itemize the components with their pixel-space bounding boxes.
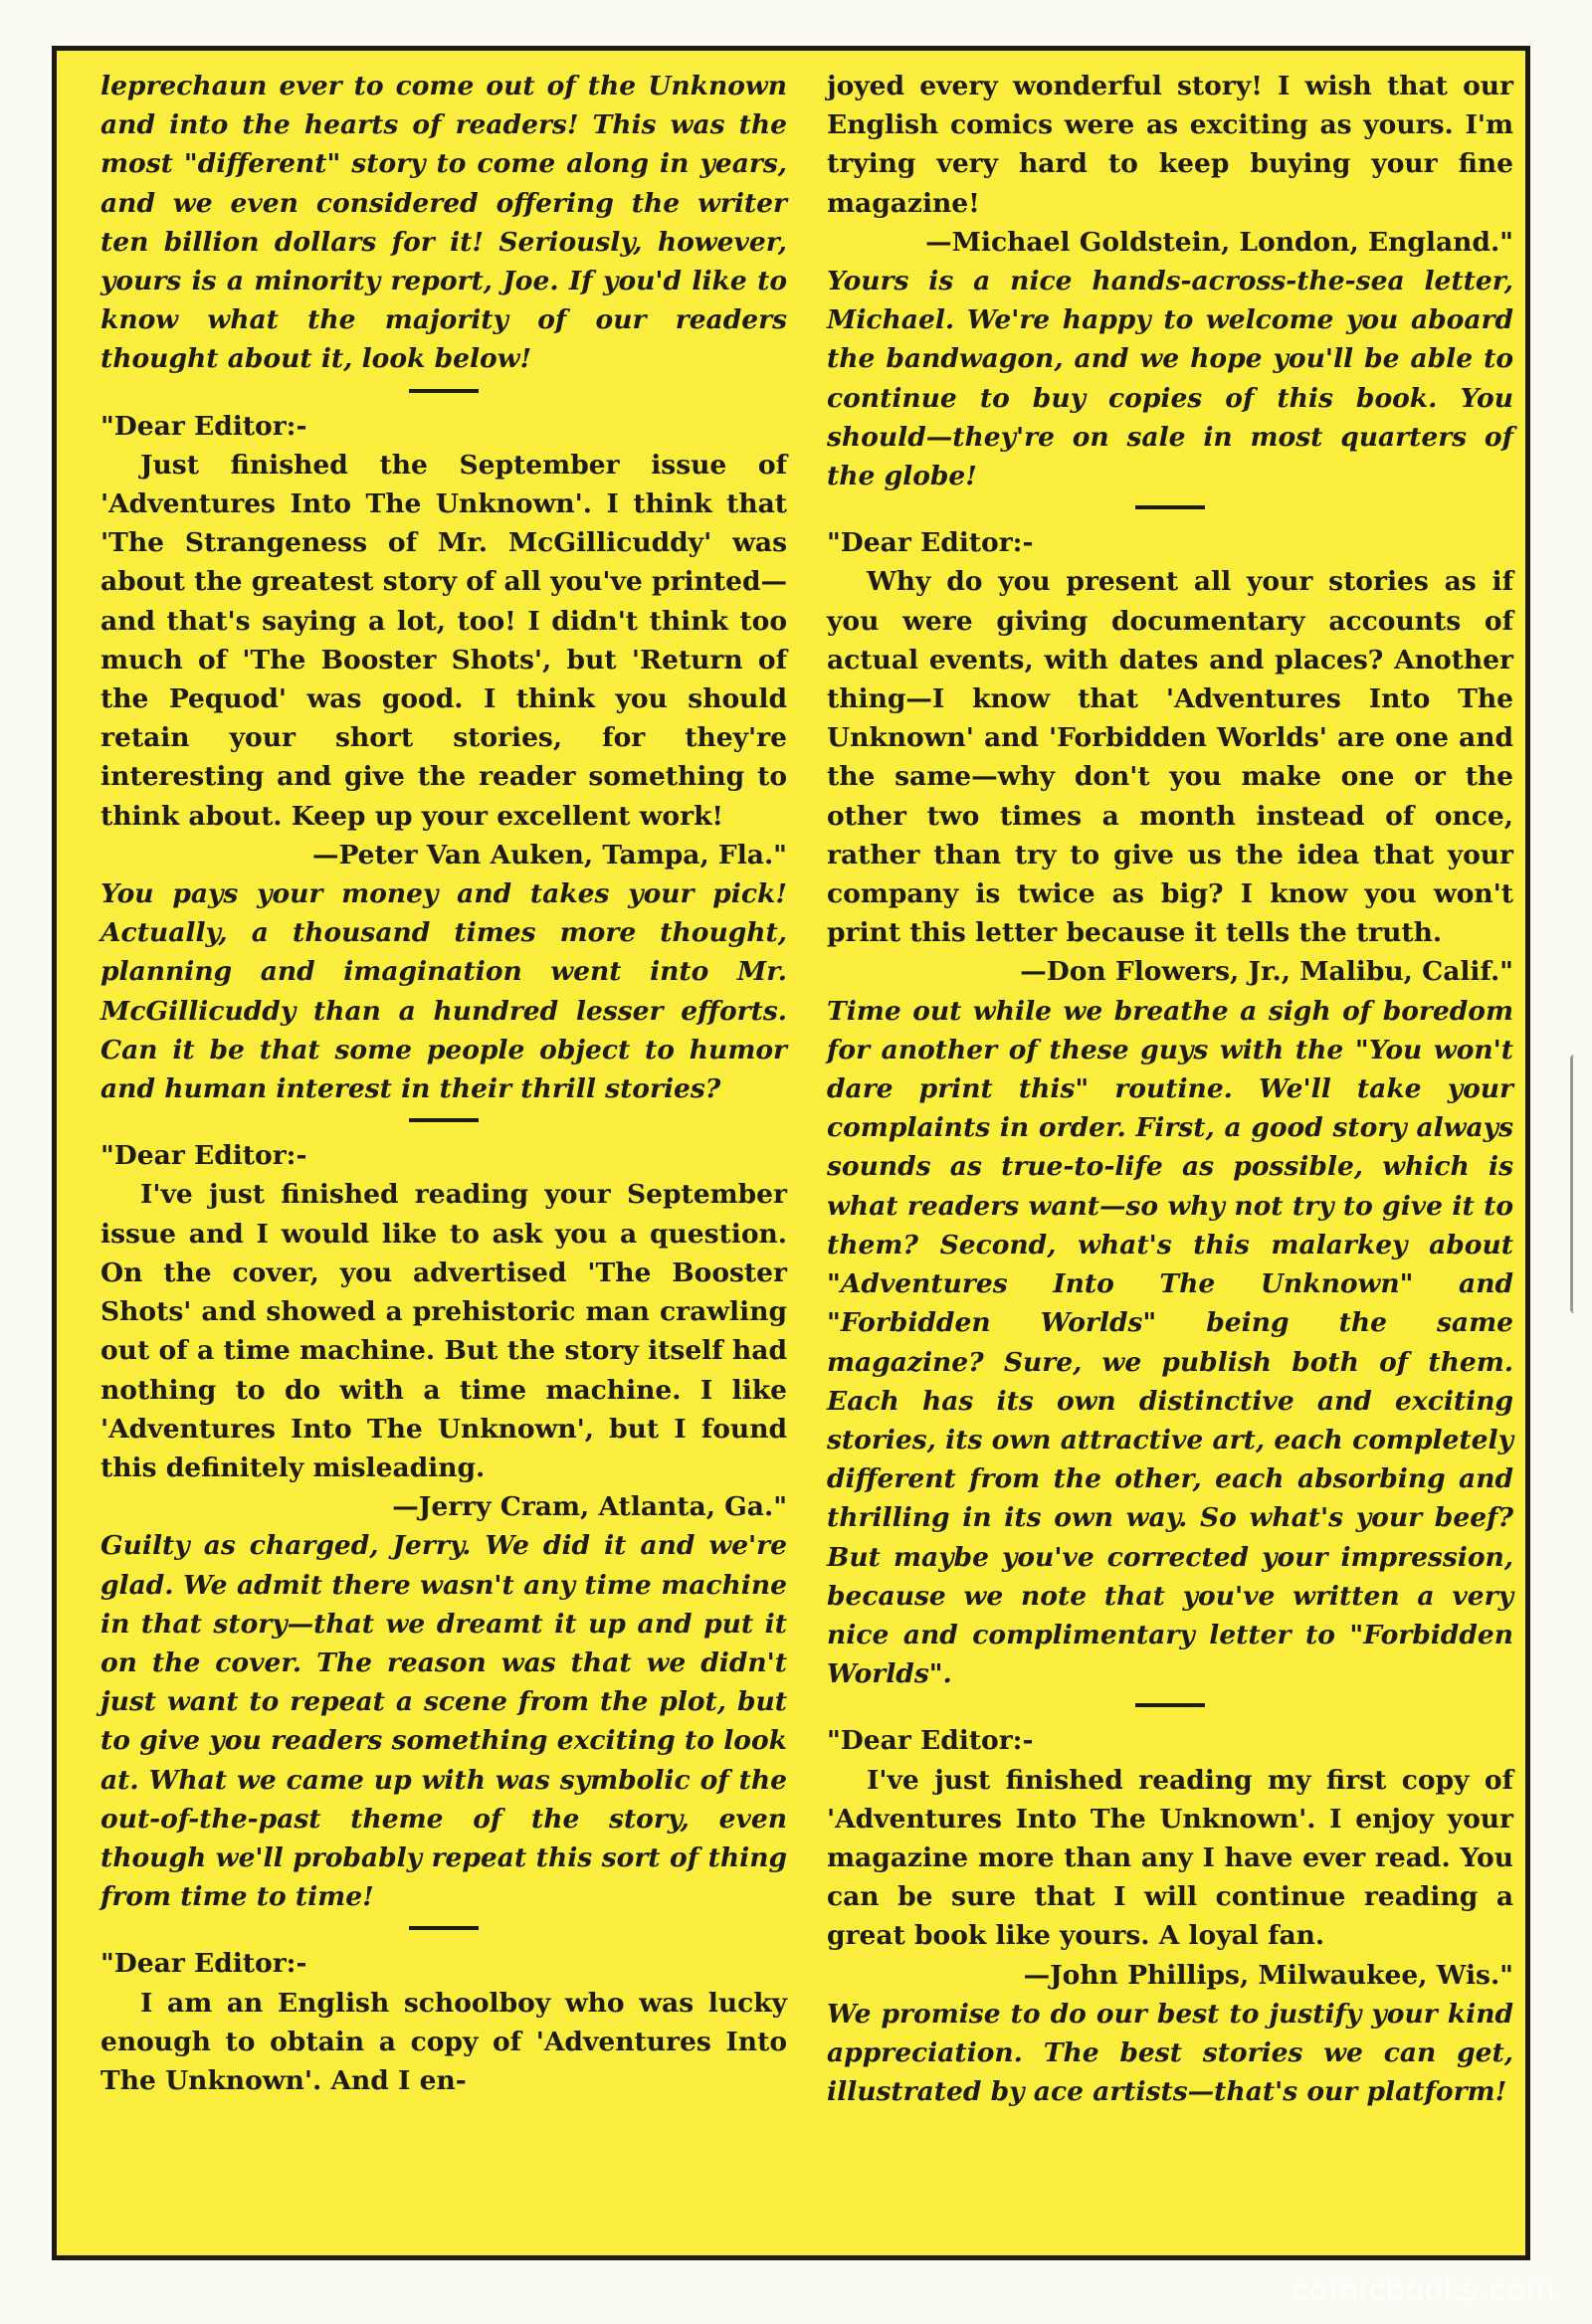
reader-letter-continued: joyed every wonderful story! I wish that our English comics were as exciting as yours. I'm trying very hard to keep buying your fine magazine!	[827, 71, 1513, 219]
letter-salutation: "Dear Editor:-	[827, 1725, 1034, 1757]
divider-rule	[409, 1926, 479, 1930]
letter-salutation: "Dear Editor:-	[100, 410, 307, 442]
letter-signature: —Don Flowers, Jr., Malibu, Calif."	[1020, 956, 1513, 988]
letter-salutation: "Dear Editor:-	[100, 1140, 307, 1172]
letter-signature: —John Phillips, Milwaukee, Wis."	[1023, 1959, 1513, 1991]
letter-salutation: "Dear Editor:-	[100, 1948, 307, 1980]
reader-letter: Why do you present all your stories as if you were giving documentary accounts of actual events, with dates and places? Another thing—I know that 'Adventures Into The Unknown' and 'Forbidden Worlds' are one and the same—why don't you make one or the other two times a month instead of once, rather than try to give us the idea that your company is twice as big? I know you won't print this letter because it tells the truth.	[827, 566, 1513, 949]
staple-mark	[1570, 1055, 1583, 1313]
letter-signature: —Peter Van Auken, Tampa, Fla."	[311, 839, 787, 871]
editor-reply: Time out while we breathe a sigh of boredom for another of these guys with the "You won't dare print this" routine. We'll take your complaints in order. First, a good story always sounds as true-to-life as possible, which is what readers want—so why not try to give it to them? Second, what's this malarkey about "Adventures Into The Unknown" and "Forbidden Worlds" being the same magazine? Sure, we publish both of them. Each has its own distinctive and exciting stories, its own attractive art, each completely different from the other, each absorbing and thrilling in its own way. So what's your beef? But maybe you've corrected your impression, because we note that you've written a very nice and complimentary letter to "Forbidden Worlds".	[827, 995, 1513, 1690]
site-watermark: comicbooks.com	[1292, 2273, 1556, 2308]
letter-signature: —Michael Goldstein, London, England."	[925, 226, 1513, 258]
divider-rule	[1135, 505, 1205, 509]
reader-letter: I've just finished reading my first copy of 'Adventures Into The Unknown'. I enjoy your magazine more than any I have ever read. You can be sure that I will continue reading a great book like yours. A loyal fan.	[827, 1764, 1513, 1952]
reader-letter: I've just finished reading your September issue and I would like to ask you a question. On the cover, you advertised 'The Booster Shots' and showed a prehistoric man crawling out of a time machine. But the story itself had nothing to do with a time machine. I like 'Adventures Into The Unknown', but I found this definitely misleading.	[100, 1179, 787, 1483]
letter-salutation: "Dear Editor:-	[827, 527, 1034, 559]
reader-letter: I am an English schoolboy who was lucky enough to obtain a copy of 'Adventures Into The Unknown'. And I en-	[100, 1987, 787, 2096]
left-column	[100, 67, 787, 2100]
editor-reply: We promise to do our best to justify your kind appreciation. The best stories we can get, illustrated by ace artists—that's our platform!	[827, 1998, 1513, 2108]
letter-signature: —Jerry Cram, Atlanta, Ga."	[392, 1491, 787, 1523]
editor-reply: Yours is a nice hands-across-the-sea letter, Michael. We're happy to welcome you aboard the bandwagon, and we hope you'll be able to continue to buy copies of this book. You should—they're on sale in most quarters of the globe!	[827, 266, 1513, 492]
editor-reply: Guilty as charged, Jerry. We did it and we're glad. We admit there wasn't any time machine in that story—that we dreamt it up and put it on the cover. The reason was that we didn't just want to repeat a scene from the plot, but to give you readers something exciting to look at. What we came up with was symbolic of the out-of-the-past theme of the story, even though we'll probably repeat this sort of thing from time to time!	[100, 1530, 787, 1913]
editor-reply: leprechaun ever to come out of the Unknown and into the hearts of readers! This was the most "different" story to come along in years, and we even considered offering the writer ten billion dollars for it! Seriously, however, yours is a minority report, Joe. If you'd like to know what the majority of our readers thought about it, look below!	[100, 71, 787, 375]
letters-panel	[52, 46, 1530, 2260]
divider-rule	[1135, 1703, 1205, 1707]
divider-rule	[409, 389, 479, 393]
editor-reply: You pays your money and takes your pick! Actually, a thousand times more thought, planning and imagination went into Mr. McGillicuddy than a hundred lesser efforts. Can it be that some people object to humor and human interest in their thrill stories?	[100, 878, 787, 1105]
right-column	[827, 67, 1513, 2111]
divider-rule	[409, 1118, 479, 1122]
reader-letter: Just finished the September issue of 'Adventures Into The Unknown'. I think that 'The Strangeness of Mr. McGillicuddy' was about the greatest story of all you've printed—and that's saying a lot, too! I didn't think too much of 'The Booster Shots', but 'Return of the Pequod' was good. I think you should retain your short stories, for they're interesting and give the reader something to think about. Keep up your excellent work!	[100, 449, 787, 832]
